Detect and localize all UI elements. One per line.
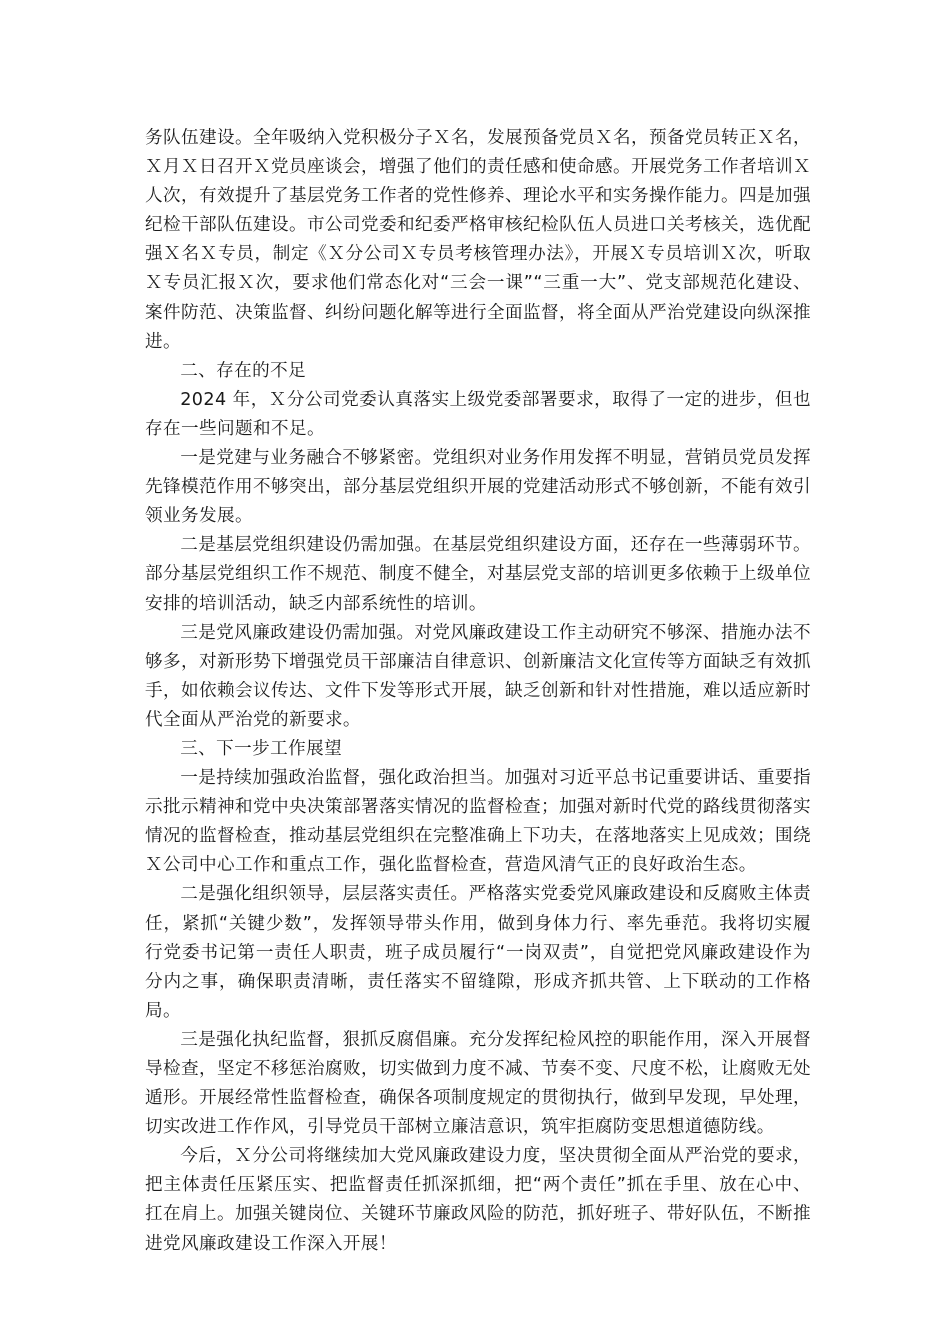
paragraph-outlook-1: 一是持续加强政治监督，强化政治担当。加强对习近平总书记重要讲话、重要指示批示精神和党中央决策部署落实情况的监督检查；加强对新时代党的路线贯彻落实情况的监督检查，推动基层党组织在完整准确上下功夫，在落地落实上见成效；围绕Ｘ公司中心工作和重点工作，强化监督检查，营造风清气正的良好政治生态。	[145, 768, 811, 876]
paragraph-shortcoming-2: 二是基层党组织建设仍需加强。在基层党组织建设方面，还存在一些薄弱环节。部分基层党组织工作不规范、制度不健全，对基层党支部的培训更多依赖于上级单位安排的培训活动，缺乏内部系统性的培训。	[145, 535, 811, 614]
document-body	[145, 124, 811, 1259]
paragraph-conclusion: 今后，Ｘ分公司将继续加大党风廉政建设力度，坚决贯彻全面从严治党的要求，把主体责任压紧压实、把监督责任抓深抓细，把“两个责任”抓在手里、放在心中、扛在肩上。加强关键岗位、关键环节廉政风险的防范，抓好班子、带好队伍，不断推进党风廉政建设工作深入开展！	[145, 1146, 811, 1254]
paragraph-outlook-2: 二是强化组织领导，层层落实责任。严格落实党委党风廉政建设和反腐败主体责任，紧抓“关键少数”，发挥领导带头作用，做到身体力行、率先垂范。我将切实履行党委书记第一责任人职责，班子成员履行“一岗双责”，自觉把党风廉政建设作为分内之事，确保职责清晰，责任落实不留缝隙，形成齐抓共管、上下联动的工作格局。	[145, 884, 811, 1021]
section-heading-outlook: 三、下一步工作展望	[180, 738, 343, 759]
paragraph-team-building-continued: 务队伍建设。全年吸纳入党积极分子Ｘ名，发展预备党员Ｘ名，预备党员转正Ｘ名，Ｘ月Ｘ日召开Ｘ党员座谈会，增强了他们的责任感和使命感。开展党务工作者培训Ｘ人次，有效提升了基层党务工作者的党性修养、理论水平和实务操作能力。四是加强纪检干部队伍建设。市公司党委和纪委严格审核纪检队伍人员进口关考核关，选优配强Ｘ名Ｘ专员，制定《Ｘ分公司Ｘ专员考核管理办法》，开展Ｘ专员培训Ｘ次，听取Ｘ专员汇报Ｘ次，要求他们常态化对“三会一课”“三重一大”、党支部规范化建设、案件防范、决策监督、纠纷问题化解等进行全面监督，将全面从严治党建设向纵深推进。	[145, 128, 811, 352]
paragraph-shortcoming-3: 三是党风廉政建设仍需加强。对党风廉政建设工作主动研究不够深、措施办法不够多，对新形势下增强党员干部廉洁自律意识、创新廉洁文化宣传等方面缺乏有效抓手，如依赖会议传达、文件下发等形式开展，缺乏创新和针对性措施，难以适应新时代全面从严治党的新要求。	[145, 622, 811, 730]
section-heading-shortcomings: 二、存在的不足	[180, 360, 307, 381]
paragraph-shortcomings-intro: 2024 年，Ｘ分公司党委认真落实上级党委部署要求，取得了一定的进步，但也存在一些问题和不足。	[145, 389, 811, 439]
paragraph-shortcoming-1: 一是党建与业务融合不够紧密。党组织对业务作用发挥不明显，营销员党员发挥先锋模范作用不够突出，部分基层党组织开展的党建活动形式不够创新，不能有效引领业务发展。	[145, 448, 811, 527]
paragraph-outlook-3: 三是强化执纪监督，狠抓反腐倡廉。充分发挥纪检风控的职能作用，深入开展督导检查，坚定不移惩治腐败，切实做到力度不减、节奏不变、尺度不松，让腐败无处遁形。开展经常性监督检查，确保各项制度规定的贯彻执行，做到早发现，早处理，切实改进工作作风，引导党员干部树立廉洁意识，筑牢拒腐防变思想道德防线。	[145, 1029, 811, 1138]
